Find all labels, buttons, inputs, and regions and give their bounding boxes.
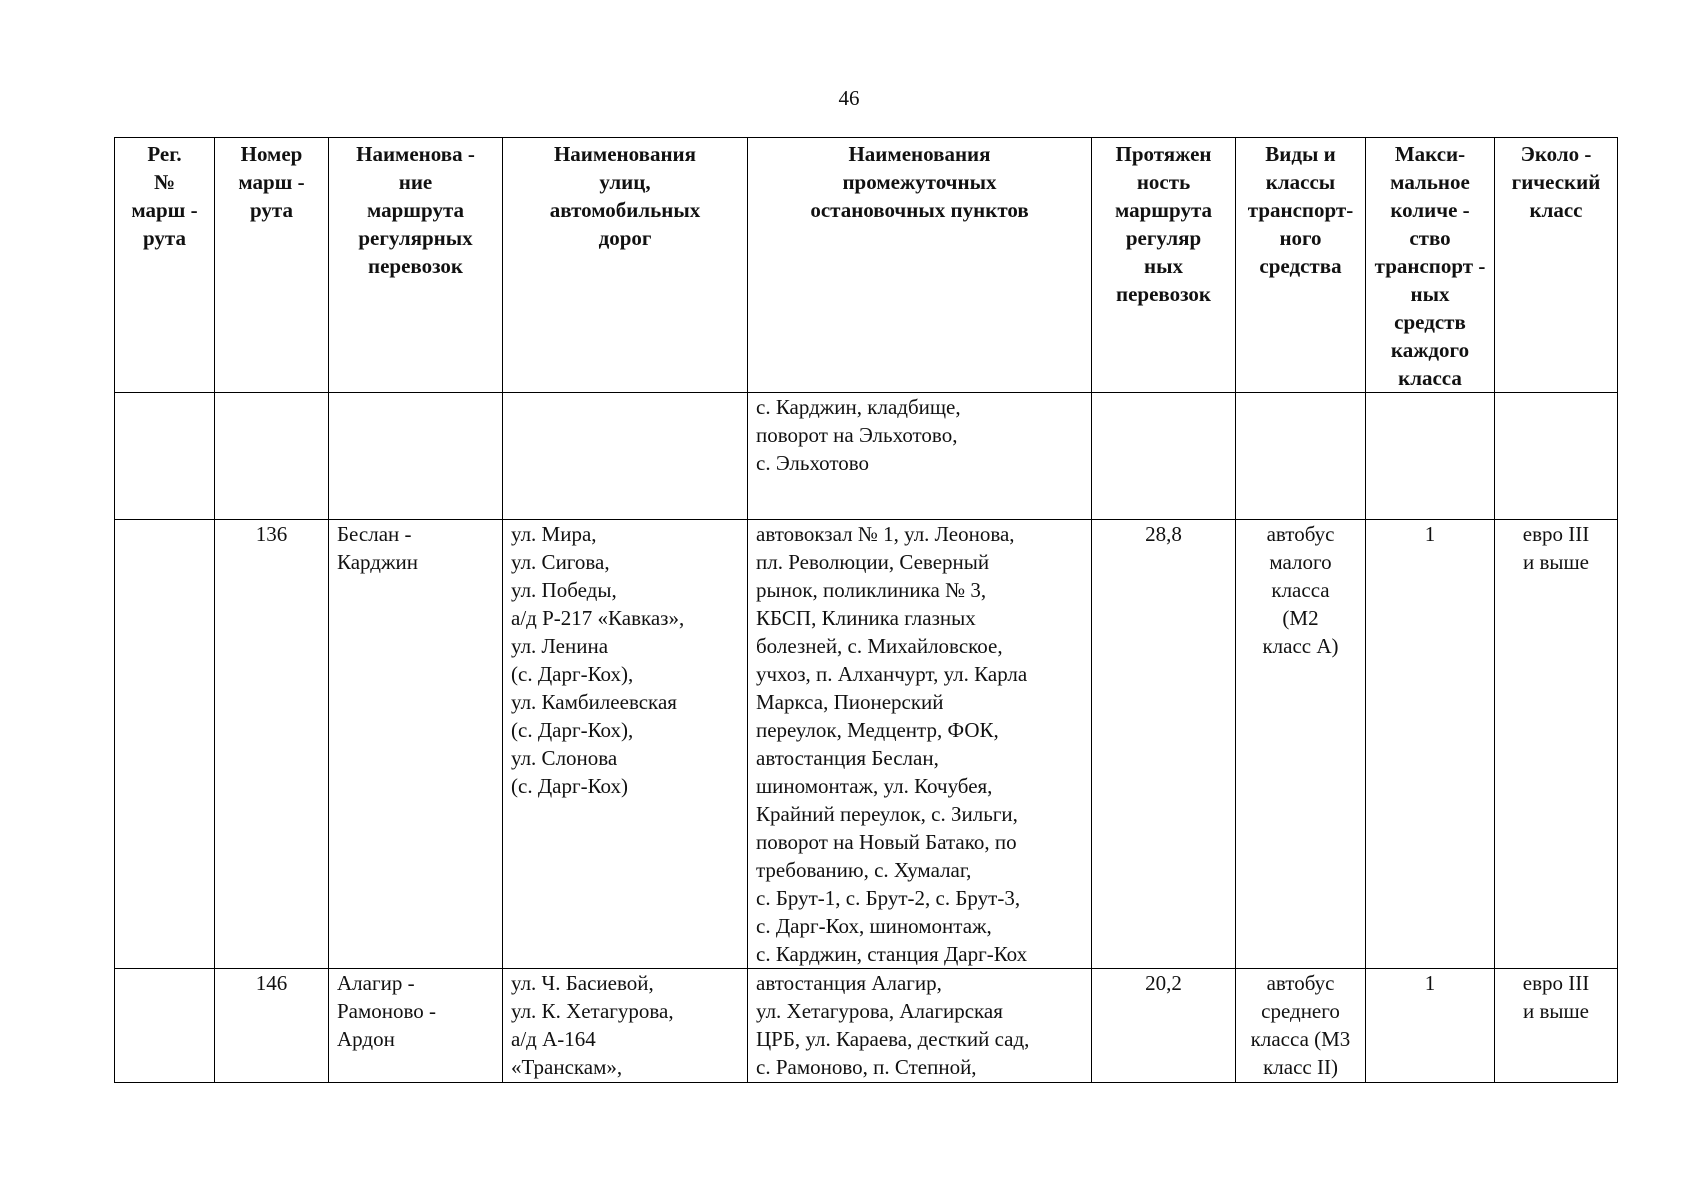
cell-text-line: (с. Дарг-Кох) — [511, 774, 628, 798]
cell-text-line: количе - — [1390, 198, 1470, 222]
cell-text-line: ных — [1410, 282, 1450, 306]
cell-text-line: ул. Победы, — [511, 578, 617, 602]
cell-text-line: Крайний переулок, с. Зильги, — [756, 802, 1018, 826]
cell-text-line: и выше — [1522, 999, 1589, 1023]
cell-text-line: рута — [143, 226, 186, 250]
cell-stops — [748, 393, 1092, 520]
cell-text-line: регулярных — [358, 226, 473, 250]
cell-eco-class — [1495, 393, 1618, 520]
cell-max-vehicles — [1366, 520, 1495, 969]
cell-text-line: учхоз, п. Алханчурт, ул. Карла — [756, 662, 1028, 686]
cell-text-line: Рамоново - — [337, 999, 437, 1023]
cell-text-line: маршрута — [366, 198, 465, 222]
cell-text-line: гический — [1511, 170, 1601, 194]
cell-text-line: болезней, с. Михайловское, — [756, 634, 1003, 658]
cell-text-line: ных — [1144, 254, 1183, 278]
cell-route-name — [329, 520, 503, 969]
cell-stops — [748, 969, 1092, 1083]
cell-vehicle-class — [1236, 520, 1366, 969]
cell-text-line: шиномонтаж, ул. Кочубея, — [756, 774, 993, 798]
cell-text-line: Протяжен — [1115, 142, 1212, 166]
cell-max-vehicles — [1366, 393, 1495, 520]
cell-text-line: с. Рамоново, п. Степной, — [756, 1055, 977, 1079]
cell-text-line: каждого — [1390, 338, 1470, 362]
cell-text-line: ул. Сигова, — [511, 550, 610, 574]
cell-text-line: среднего — [1261, 999, 1340, 1023]
cell-text-line: требованию, с. Хумалаг, — [756, 858, 972, 882]
cell-text-line: транспорт - — [1374, 254, 1486, 278]
cell-text-line: 1 — [1424, 522, 1436, 546]
cell-text-line: транспорт- — [1247, 198, 1354, 222]
cell-text-line: Наименова - — [356, 142, 475, 166]
cell-text-line: ул. Ч. Басиевой, — [511, 971, 654, 995]
cell-text-line: ние — [398, 170, 433, 194]
table-row — [115, 969, 1618, 1083]
cell-text-line: с. Эльхотово — [756, 451, 870, 475]
header-stops — [748, 138, 1092, 393]
cell-text-line: ул. Хетагурова, Алагирская — [756, 999, 1003, 1023]
cell-text-line: ул. Мира, — [511, 522, 597, 546]
table-row — [115, 520, 1618, 969]
routes-table — [114, 137, 1618, 1083]
table-row — [115, 393, 1618, 520]
cell-streets — [503, 520, 748, 969]
cell-text-line: Ардон — [337, 1027, 395, 1051]
header-route-name — [329, 138, 503, 393]
cell-text-line: улиц, — [599, 170, 651, 194]
cell-text-line: с. Карджин, кладбище, — [756, 395, 961, 419]
cell-route-length — [1092, 520, 1236, 969]
cell-streets — [503, 393, 748, 520]
cell-text-line: с. Брут-1, с. Брут-2, с. Брут-3, — [756, 886, 1021, 910]
cell-text-line: ность — [1136, 170, 1191, 194]
cell-text-line: Эколо - — [1520, 142, 1592, 166]
cell-text-line: регуляр — [1125, 226, 1202, 250]
cell-text-line: поворот на Эльхотово, — [756, 423, 958, 447]
header-eco-class — [1495, 138, 1618, 393]
cell-vehicle-class — [1236, 393, 1366, 520]
cell-text-line: (с. Дарг-Кох), — [511, 662, 634, 686]
cell-route-name — [329, 969, 503, 1083]
cell-text-line: Алагир - — [337, 971, 415, 995]
cell-text-line: Номер — [240, 142, 303, 166]
cell-text-line: класса (М3 — [1250, 1027, 1351, 1051]
cell-text-line: остановочных пунктов — [810, 198, 1029, 222]
cell-text-line: 20,2 — [1145, 971, 1182, 995]
header-reg-number — [115, 138, 215, 393]
cell-text-line: автобус — [1266, 522, 1335, 546]
cell-text-line: марш - — [131, 198, 198, 222]
cell-eco-class — [1495, 520, 1618, 969]
cell-text-line: 136 — [255, 522, 288, 546]
header-route-length — [1092, 138, 1236, 393]
cell-text-line: ул. Слонова — [511, 746, 618, 770]
cell-max-vehicles — [1366, 969, 1495, 1083]
cell-text-line: Макси- — [1394, 142, 1466, 166]
cell-text-line: средства — [1259, 254, 1342, 278]
cell-text-line: Карджин — [337, 550, 418, 574]
cell-reg-number — [115, 393, 215, 520]
cell-text-line: «Транскам», — [511, 1055, 623, 1079]
cell-text-line: классы — [1265, 170, 1336, 194]
cell-text-line: класса — [1398, 366, 1462, 390]
header-max-vehicles — [1366, 138, 1495, 393]
cell-text-line: пл. Революции, Северный — [756, 550, 990, 574]
cell-text-line: а/д Р-217 «Кавказ», — [511, 606, 685, 630]
cell-text-line: с. Карджин, станция Дарг-Кох — [756, 942, 1028, 966]
cell-text-line: а/д А-164 — [511, 1027, 596, 1051]
cell-text-line: перевозок — [367, 254, 464, 278]
cell-text-line: ство — [1409, 226, 1451, 250]
cell-text-line: маршрута — [1114, 198, 1213, 222]
cell-text-line: Маркса, Пионерский — [756, 690, 944, 714]
cell-text-line: автостанция Беслан, — [756, 746, 939, 770]
cell-text-line: мальное — [1390, 170, 1470, 194]
cell-text-line: перевозок — [1115, 282, 1212, 306]
page-number: 46 — [838, 86, 860, 110]
cell-streets — [503, 969, 748, 1083]
cell-route-number — [215, 520, 329, 969]
header-row — [115, 138, 1618, 393]
cell-text-line: класс II) — [1263, 1055, 1338, 1079]
cell-text-line: № — [153, 170, 176, 194]
cell-text-line: класс А) — [1262, 634, 1339, 658]
cell-reg-number — [115, 520, 215, 969]
cell-text-line: малого — [1269, 550, 1332, 574]
cell-route-length — [1092, 969, 1236, 1083]
cell-text-line: класс — [1529, 198, 1583, 222]
cell-text-line: ного — [1279, 226, 1322, 250]
cell-text-line: автовокзал № 1, ул. Леонова, — [756, 522, 1015, 546]
cell-text-line: и выше — [1522, 550, 1589, 574]
cell-text-line: автомобильных — [549, 198, 701, 222]
cell-eco-class — [1495, 969, 1618, 1083]
cell-route-number — [215, 969, 329, 1083]
cell-route-name — [329, 393, 503, 520]
cell-text-line: класса — [1271, 578, 1330, 602]
cell-text-line: Виды и — [1265, 142, 1336, 166]
cell-text-line: 1 — [1424, 971, 1436, 995]
header-streets — [503, 138, 748, 393]
cell-text-line: рынок, поликлиника № 3, — [756, 578, 987, 602]
cell-stops — [748, 520, 1092, 969]
header-route-number — [215, 138, 329, 393]
cell-text-line: (М2 — [1282, 606, 1319, 630]
cell-text-line: ул. Ленина — [511, 634, 609, 658]
cell-text-line: евро III — [1522, 522, 1590, 546]
cell-text-line: Рег. — [147, 142, 182, 166]
cell-text-line: автобус — [1266, 971, 1335, 995]
header-vehicle-class — [1236, 138, 1366, 393]
cell-text-line: марш - — [238, 170, 305, 194]
cell-text-line: промежуточных — [842, 170, 997, 194]
cell-route-number — [215, 393, 329, 520]
cell-text-line: с. Дарг-Кох, шиномонтаж, — [756, 914, 992, 938]
cell-text-line: переулок, Медцентр, ФОК, — [756, 718, 999, 742]
cell-text-line: поворот на Новый Батако, по — [756, 830, 1017, 854]
cell-vehicle-class — [1236, 969, 1366, 1083]
cell-text-line: ул. Камбилеевская — [511, 690, 677, 714]
cell-text-line: евро III — [1522, 971, 1590, 995]
cell-text-line: ул. К. Хетагурова, — [511, 999, 674, 1023]
cell-reg-number — [115, 969, 215, 1083]
cell-text-line: средств — [1394, 310, 1466, 334]
cell-text-line: Наименования — [848, 142, 991, 166]
cell-text-line: Наименования — [553, 142, 697, 166]
cell-text-line: (с. Дарг-Кох), — [511, 718, 634, 742]
cell-text-line: дорог — [598, 226, 652, 250]
cell-text-line: рута — [250, 198, 293, 222]
cell-text-line: 146 — [255, 971, 288, 995]
cell-text-line: Беслан - — [337, 522, 412, 546]
cell-text-line: автостанция Алагир, — [756, 971, 942, 995]
cell-text-line: ЦРБ, ул. Караева, десткий сад, — [756, 1027, 1030, 1051]
cell-text-line: КБСП, Клиника глазных — [756, 606, 976, 630]
cell-route-length — [1092, 393, 1236, 520]
cell-text-line: 28,8 — [1145, 522, 1182, 546]
